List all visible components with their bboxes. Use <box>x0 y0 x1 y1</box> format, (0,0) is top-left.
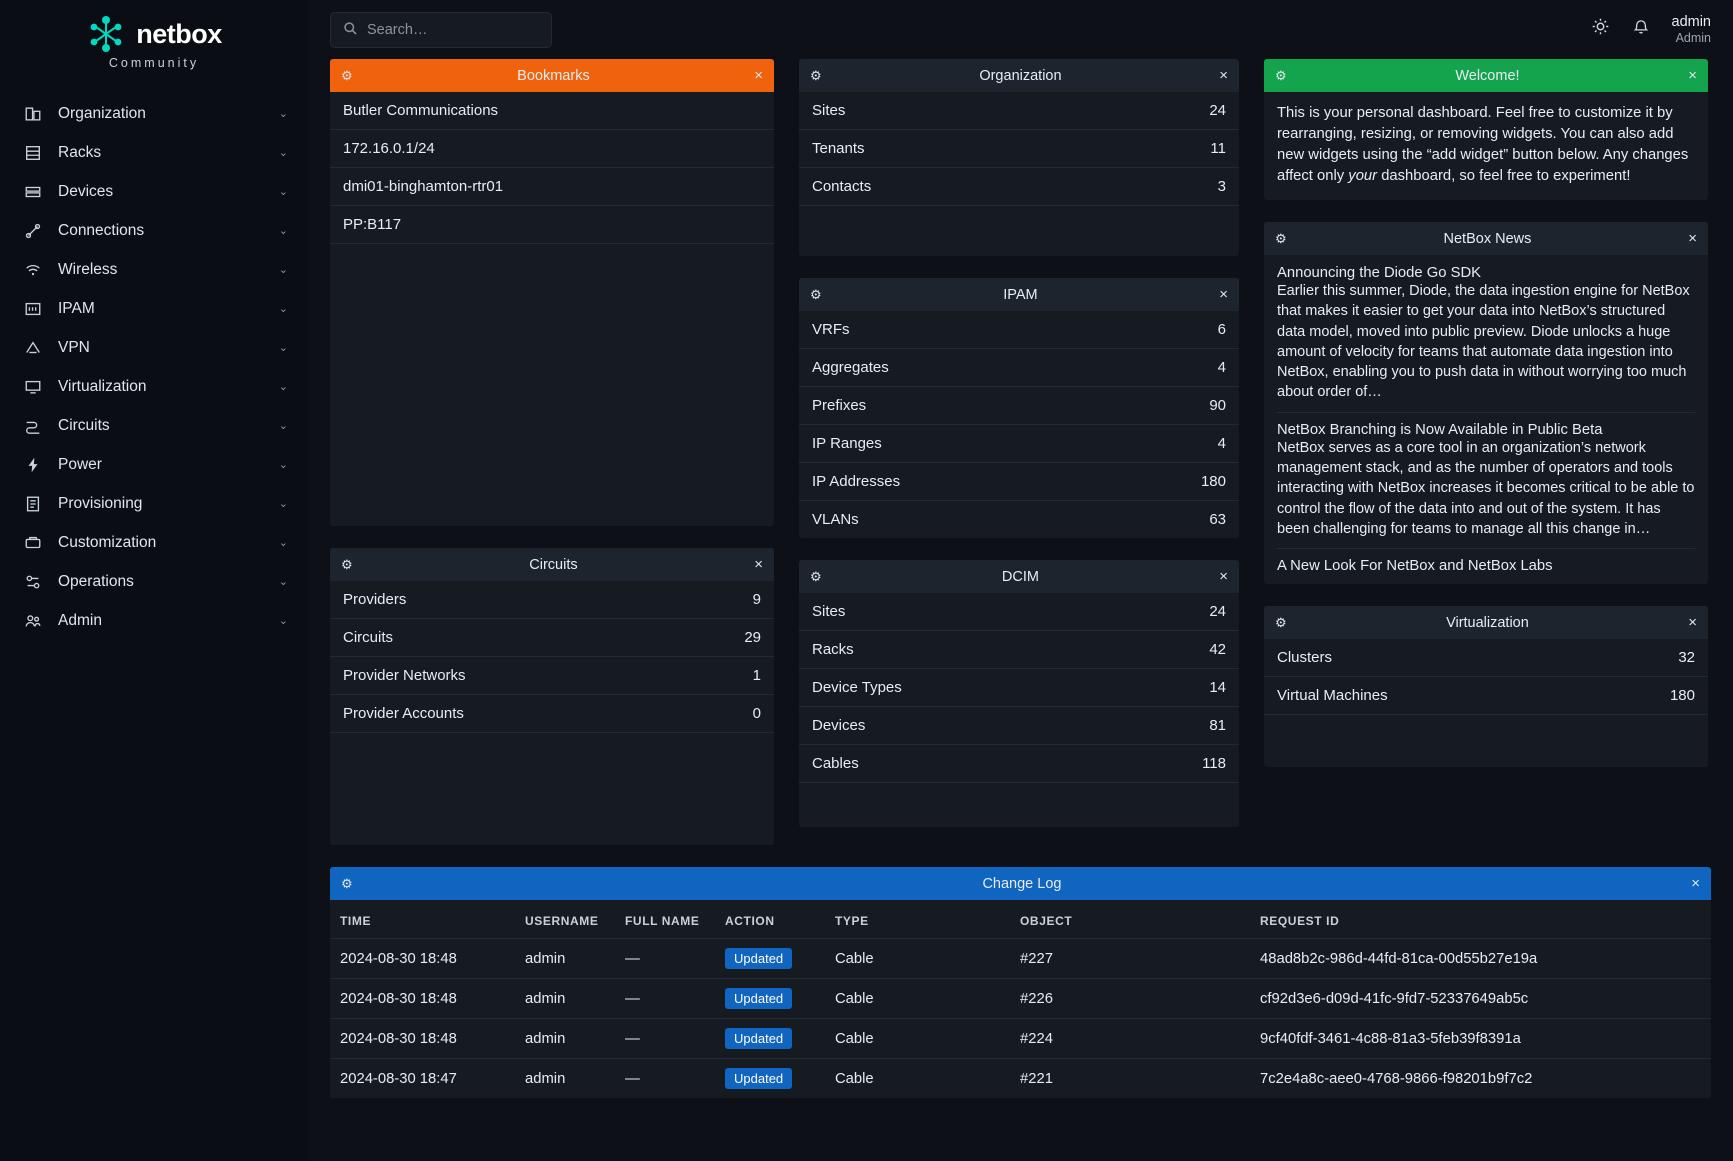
gear-icon[interactable]: ⚙ <box>1275 67 1287 83</box>
close-icon[interactable]: × <box>1688 67 1697 84</box>
sidebar-item-ipam[interactable] <box>0 289 308 328</box>
sidebar-item-power[interactable] <box>0 445 308 484</box>
stat-label: Virtual Machines <box>1277 687 1388 705</box>
stat-label: Sites <box>812 603 846 620</box>
cell-username: admin <box>515 979 615 1019</box>
stat-label: VLANs <box>812 511 859 528</box>
list-item[interactable]: Butler Communications <box>330 92 774 130</box>
chevron-down-icon: ⌄ <box>278 303 288 315</box>
cell-action <box>715 939 825 979</box>
stat-value: 118 <box>1202 755 1226 772</box>
ipam-icon <box>22 298 44 320</box>
sidebar-item-label: Racks <box>58 143 102 161</box>
brand-name: netbox <box>136 18 222 49</box>
welcome-text-part2: dashboard, so feel free to experiment! <box>1377 168 1631 184</box>
sidebar-item-label: Power <box>58 455 102 473</box>
stat-value: 63 <box>1209 511 1226 528</box>
stat-row[interactable] <box>799 745 1239 783</box>
stat-value: 180 <box>1669 687 1695 705</box>
close-icon[interactable]: × <box>754 556 763 573</box>
stat-label: Prefixes <box>812 397 867 414</box>
chevron-down-icon: ⌄ <box>278 420 288 432</box>
widget-header <box>1264 606 1708 639</box>
cell-type: Cable <box>825 1059 1010 1099</box>
stat-row[interactable] <box>799 501 1239 538</box>
widget-filler <box>330 733 774 845</box>
widget-title: NetBox News <box>1443 230 1532 247</box>
cell-object[interactable]: #226 <box>1010 979 1250 1019</box>
stat-row[interactable] <box>799 387 1239 425</box>
user-role: Admin <box>1675 30 1711 45</box>
brand-subtitle: Community <box>108 56 200 70</box>
sidebar-item-label: Operations <box>58 572 134 590</box>
cell-fullname: — <box>615 939 715 979</box>
close-icon[interactable]: × <box>1688 230 1697 247</box>
widget-title: Bookmarks <box>517 67 590 84</box>
table-row[interactable] <box>330 979 1711 1019</box>
stat-label: Tenants <box>812 140 865 157</box>
sun-icon[interactable] <box>1591 17 1610 41</box>
chevron-down-icon: ⌄ <box>278 498 288 510</box>
stat-label: Providers <box>343 591 407 608</box>
search-box[interactable] <box>330 12 552 48</box>
widget-header <box>330 548 774 581</box>
stat-row[interactable] <box>799 707 1239 745</box>
status-badge: Updated <box>725 988 792 1009</box>
sidebar-item-customization[interactable] <box>0 523 308 562</box>
vpn-icon <box>22 337 44 359</box>
stat-label: IP Addresses <box>812 473 901 490</box>
sidebar-item-connections[interactable] <box>0 211 308 250</box>
stat-row[interactable] <box>330 695 774 733</box>
stat-value: 32 <box>1678 649 1695 667</box>
widget-title: Change Log <box>982 875 1062 892</box>
widget-body <box>1264 639 1708 767</box>
sidebar-item-label: Devices <box>58 182 114 200</box>
gear-icon[interactable]: ⚙ <box>810 67 822 83</box>
cell-time[interactable]: 2024-08-30 18:48 <box>330 979 515 1019</box>
sidebar-item-circuits[interactable] <box>0 406 308 445</box>
stat-label: Aggregates <box>812 359 889 376</box>
gear-icon[interactable]: ⚙ <box>810 568 822 584</box>
stat-label: Clusters <box>1277 649 1333 667</box>
news-body-text: Earlier this summer, Diode, the data ingestion engine for NetBox that makes it easier to get your data into NetBox’s structured data model, moved into public preview. Diode unlocks a huge amount of velocity for teams that automate data ingestion into NetBox, enabling you to push data in without worrying too much about order of… <box>1277 283 1690 401</box>
cell-type: Cable <box>825 1019 1010 1059</box>
close-icon[interactable]: × <box>1688 614 1697 632</box>
widget-header <box>799 278 1239 311</box>
list-item[interactable]: dmi01-binghamton-rtr01 <box>330 168 774 206</box>
operations-icon <box>22 571 44 593</box>
widget-header <box>1264 222 1708 255</box>
stat-value: 4 <box>1217 359 1226 376</box>
cell-username: admin <box>515 939 615 979</box>
sidebar-item-label: Organization <box>58 104 146 122</box>
sidebar-item-label: IPAM <box>58 299 95 317</box>
search-icon <box>343 21 358 39</box>
widget-header <box>1264 59 1708 92</box>
status-badge: Updated <box>725 1068 792 1089</box>
stat-label: VRFs <box>812 321 850 338</box>
column-header-username[interactable]: USERNAME <box>525 914 599 928</box>
stat-value: 14 <box>1209 679 1226 696</box>
stat-row[interactable] <box>799 593 1239 631</box>
widget-welcome <box>1264 59 1708 200</box>
stat-value: 24 <box>1209 102 1226 119</box>
widget-dcim <box>799 560 1239 827</box>
stat-label: Racks <box>812 641 854 658</box>
stat-value: 180 <box>1200 473 1226 490</box>
stat-row[interactable] <box>799 130 1239 168</box>
cell-request-id[interactable]: 7c2e4a8c-aee0-4768-9866-f98201b9f7c2 <box>1250 1059 1711 1099</box>
organization-icon <box>22 103 44 125</box>
stat-row[interactable] <box>799 631 1239 669</box>
cell-time[interactable]: 2024-08-30 18:47 <box>330 1059 515 1099</box>
chevron-down-icon: ⌄ <box>278 615 288 627</box>
widget-netbox-news <box>1264 222 1708 584</box>
list-item[interactable]: PP:B117 <box>330 206 774 244</box>
news-item[interactable] <box>1277 422 1695 549</box>
widget-title: Welcome! <box>1455 67 1520 84</box>
cell-type: Cable <box>825 979 1010 1019</box>
chevron-down-icon: ⌄ <box>278 381 288 393</box>
stat-value: 3 <box>1217 178 1226 195</box>
sidebar-item-label: Admin <box>58 611 102 629</box>
cell-fullname: — <box>615 979 715 1019</box>
news-headline[interactable]: NetBox Branching is Now Available in Public Beta <box>1277 421 1603 438</box>
welcome-text <box>1264 92 1708 200</box>
column-header-time[interactable]: TIME <box>340 914 372 928</box>
bell-icon[interactable] <box>1632 18 1650 41</box>
widget-title: Organization <box>979 67 1062 84</box>
gear-icon[interactable]: ⚙ <box>1275 230 1287 246</box>
dashboard-column-middle <box>799 59 1239 827</box>
stat-value: 24 <box>1209 603 1226 620</box>
stat-label: Provider Accounts <box>343 705 464 722</box>
widget-title: Circuits <box>529 556 578 573</box>
stat-row[interactable] <box>799 311 1239 349</box>
sidebar-nav <box>0 94 308 640</box>
stat-row[interactable] <box>1264 677 1708 715</box>
devices-icon <box>22 181 44 203</box>
stat-label: Provider Networks <box>343 667 466 684</box>
gear-icon[interactable]: ⚙ <box>1275 614 1287 630</box>
change-log-table <box>330 900 1711 1098</box>
chevron-down-icon: ⌄ <box>278 264 288 276</box>
customization-icon <box>22 532 44 554</box>
widget-filler <box>799 206 1239 256</box>
widget-title: Virtualization <box>1446 614 1529 631</box>
search-input[interactable] <box>367 22 539 38</box>
stat-value: 29 <box>744 629 761 646</box>
gear-icon[interactable]: ⚙ <box>341 67 353 83</box>
list-item[interactable]: 172.16.0.1/24 <box>330 130 774 168</box>
cell-object[interactable]: #221 <box>1010 1059 1250 1099</box>
stat-value: 9 <box>752 591 761 608</box>
widget-title: DCIM <box>1001 568 1039 585</box>
sidebar-item-label: VPN <box>58 338 90 356</box>
close-icon[interactable]: × <box>1219 568 1228 585</box>
sidebar <box>0 0 308 1161</box>
chevron-down-icon: ⌄ <box>278 576 288 588</box>
sidebar-item-label: Virtualization <box>58 377 147 395</box>
user-name: admin <box>1671 13 1711 30</box>
stat-row[interactable] <box>799 349 1239 387</box>
widget-body <box>1264 255 1708 584</box>
connections-icon <box>22 220 44 242</box>
chevron-down-icon: ⌄ <box>278 225 288 237</box>
chevron-down-icon: ⌄ <box>278 459 288 471</box>
chevron-down-icon: ⌄ <box>278 186 288 198</box>
cell-request-id[interactable]: cf92d3e6-d09d-41fc-9fd7-52337649ab5c <box>1250 979 1711 1019</box>
top-bar <box>308 0 1733 59</box>
dashboard-column-right <box>1264 59 1708 767</box>
brand[interactable] <box>0 0 308 88</box>
widget-virtualization <box>1264 606 1708 767</box>
table-header-row <box>330 900 1711 939</box>
cell-action <box>715 979 825 1019</box>
widget-header <box>799 59 1239 92</box>
sidebar-item-organization[interactable] <box>0 94 308 133</box>
cell-time[interactable]: 2024-08-30 18:48 <box>330 1019 515 1059</box>
stat-value: 90 <box>1209 397 1226 414</box>
close-icon[interactable]: × <box>1219 286 1228 303</box>
welcome-text-emphasis: your <box>1348 168 1378 184</box>
stat-value: 6 <box>1217 321 1226 338</box>
stat-value: 0 <box>752 705 761 722</box>
sidebar-item-racks[interactable] <box>0 133 308 172</box>
stat-label: Contacts <box>812 178 872 195</box>
widget-bookmarks <box>330 59 774 526</box>
cell-time[interactable]: 2024-08-30 18:48 <box>330 939 515 979</box>
cell-username: admin <box>515 1059 615 1099</box>
sidebar-item-operations[interactable] <box>0 562 308 601</box>
widget-body <box>330 92 774 526</box>
status-badge: Updated <box>725 948 792 969</box>
cell-username: admin <box>515 1019 615 1059</box>
chevron-down-icon: ⌄ <box>278 108 288 120</box>
sidebar-item-virtualization[interactable] <box>0 367 308 406</box>
widget-organization <box>799 59 1239 256</box>
user-menu[interactable] <box>1672 14 1712 45</box>
chevron-down-icon: ⌄ <box>278 342 288 354</box>
widget-change-log <box>330 867 1711 1098</box>
gear-icon[interactable]: ⚙ <box>341 556 353 572</box>
topbar-right <box>1591 14 1712 45</box>
close-icon[interactable]: × <box>754 67 763 84</box>
circuits-icon <box>22 415 44 437</box>
racks-icon <box>22 142 44 164</box>
sidebar-item-vpn[interactable] <box>0 328 308 367</box>
close-icon[interactable]: × <box>1691 875 1700 892</box>
cell-fullname: — <box>615 1019 715 1059</box>
news-item[interactable] <box>1277 265 1695 413</box>
stat-value: 81 <box>1209 717 1226 734</box>
stat-row[interactable] <box>799 425 1239 463</box>
table-row[interactable] <box>330 1059 1711 1099</box>
cell-fullname: — <box>615 1059 715 1099</box>
cell-object[interactable]: #224 <box>1010 1019 1250 1059</box>
stat-label: Circuits <box>343 629 394 646</box>
gear-icon[interactable]: ⚙ <box>341 875 353 891</box>
column-header-action[interactable]: ACTION <box>725 914 775 928</box>
news-headline[interactable]: Announcing the Diode Go SDK <box>1277 265 1481 281</box>
sidebar-item-label: Wireless <box>58 260 118 278</box>
cell-object[interactable]: #227 <box>1010 939 1250 979</box>
welcome-text-part1: This is your personal dashboard. Feel free to customize it by rearranging, resizing, or removing widgets. You can also add new widgets using the “add widget” button below. Any changes affect only <box>1277 105 1689 184</box>
virtualization-icon <box>22 376 44 398</box>
column-header-type[interactable]: TYPE <box>835 914 869 928</box>
widget-header <box>799 560 1239 593</box>
cell-request-id[interactable]: 48ad8b2c-986d-44fd-81ca-00d55b27e19a <box>1250 939 1711 979</box>
sidebar-item-label: Circuits <box>58 416 110 434</box>
cell-request-id[interactable]: 9cf40fdf-3461-4c88-81a3-5feb39f8391a <box>1250 1019 1711 1059</box>
widget-body <box>799 593 1239 827</box>
sidebar-item-admin[interactable] <box>0 601 308 640</box>
provisioning-icon <box>22 493 44 515</box>
stat-label: Cables <box>812 755 859 772</box>
admin-icon <box>22 610 44 632</box>
stat-value: 11 <box>1210 140 1226 157</box>
stat-row[interactable] <box>799 92 1239 130</box>
widget-header <box>330 59 774 92</box>
sidebar-item-provisioning[interactable] <box>0 484 308 523</box>
cell-action <box>715 1059 825 1099</box>
column-header-request-id[interactable]: REQUEST ID <box>1260 914 1340 928</box>
sidebar-item-label: Connections <box>58 221 145 239</box>
stat-row[interactable] <box>330 657 774 695</box>
news-headline[interactable]: A New Look For NetBox and NetBox Labs <box>1277 558 1553 575</box>
column-header-object[interactable]: OBJECT <box>1020 914 1073 928</box>
chevron-down-icon: ⌄ <box>278 147 288 159</box>
stat-label: Sites <box>812 102 846 119</box>
status-badge: Updated <box>725 1028 792 1049</box>
stat-row[interactable] <box>799 463 1239 501</box>
chevron-down-icon: ⌄ <box>278 537 288 549</box>
wireless-icon <box>22 259 44 281</box>
widget-ipam <box>799 278 1239 538</box>
sidebar-item-label: Provisioning <box>58 494 143 512</box>
stat-value: 4 <box>1217 435 1226 452</box>
close-icon[interactable]: × <box>1219 67 1228 84</box>
table-row[interactable] <box>330 1019 1711 1059</box>
widget-filler <box>1264 715 1708 767</box>
news-item[interactable] <box>1277 558 1695 576</box>
widget-filler <box>799 783 1239 827</box>
cell-type: Cable <box>825 939 1010 979</box>
netbox-logo-icon <box>86 14 126 54</box>
sidebar-item-label: Customization <box>58 533 157 551</box>
dashboard-column-left <box>330 59 774 845</box>
stat-row[interactable] <box>799 168 1239 206</box>
dashboard <box>308 59 1733 1161</box>
stat-value: 1 <box>752 667 761 684</box>
stat-value: 42 <box>1209 641 1226 658</box>
gear-icon[interactable]: ⚙ <box>810 286 822 302</box>
widget-circuits <box>330 548 774 845</box>
stat-label: Device Types <box>812 679 902 696</box>
widget-body <box>799 311 1239 538</box>
widget-body <box>330 581 774 845</box>
stat-label: Devices <box>812 717 866 734</box>
stat-row[interactable] <box>1264 639 1708 677</box>
stat-label: IP Ranges <box>812 435 882 452</box>
stat-row[interactable] <box>330 619 774 657</box>
widget-body <box>799 92 1239 256</box>
power-icon <box>22 454 44 476</box>
sidebar-item-devices[interactable] <box>0 172 308 211</box>
table-row[interactable] <box>330 939 1711 979</box>
widget-header <box>330 867 1711 900</box>
stat-row[interactable] <box>330 581 774 619</box>
sidebar-item-wireless[interactable] <box>0 250 308 289</box>
stat-row[interactable] <box>799 669 1239 707</box>
main-area <box>308 0 1733 1161</box>
news-body-text: NetBox serves as a core tool in an organization’s network management stack, and as the number of operators and tools interacting with NetBox increases it becomes critical to be able to control the flow of the data into and out of the system. It has been challenging for teams to manage all this change in… <box>1277 439 1695 537</box>
cell-action <box>715 1019 825 1059</box>
widget-filler <box>330 244 774 526</box>
column-header-fullname[interactable]: FULL NAME <box>625 914 700 928</box>
widget-title: IPAM <box>1003 286 1038 303</box>
